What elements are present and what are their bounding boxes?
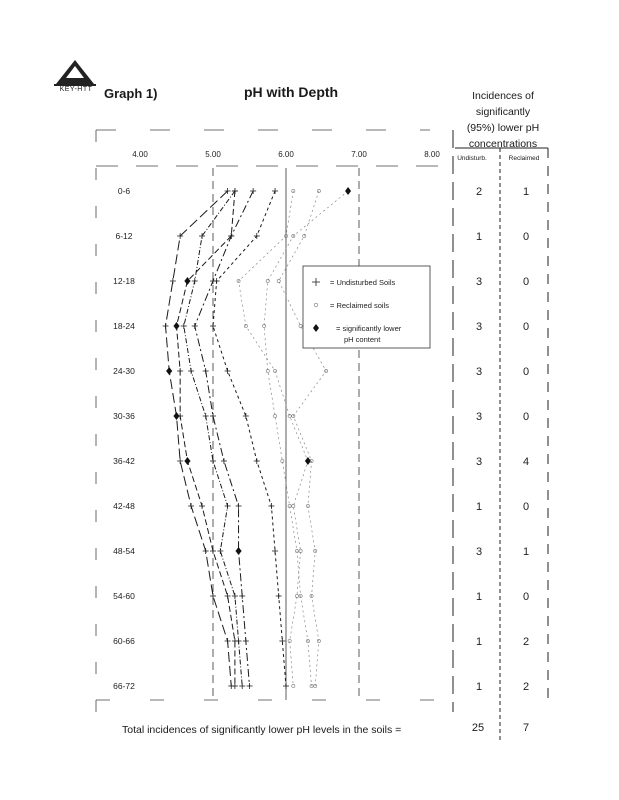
- column-header-reclaimed: Reclaimed: [508, 155, 540, 162]
- y-tick-label: 60-66: [113, 636, 135, 646]
- y-tick-label: 18-24: [113, 321, 135, 331]
- legend-entry-undisturbed: = Undisturbed Soils: [330, 278, 396, 287]
- count-reclaimed: 0: [522, 321, 530, 333]
- series-line-reclaimed-1: [264, 191, 348, 686]
- column-header-undisturbed: Undisturb.: [457, 155, 487, 162]
- y-tick-label: 12-18: [113, 276, 135, 286]
- count-reclaimed: 1: [522, 546, 530, 558]
- significant-mark: [345, 187, 351, 195]
- legend-entry-reclaimed: = Reclaimed soils: [330, 301, 389, 310]
- x-tick-label: 6.00: [278, 150, 294, 159]
- y-tick-label: 42-48: [113, 501, 135, 511]
- y-tick-label: 54-60: [113, 591, 135, 601]
- count-reclaimed: 0: [522, 591, 530, 603]
- data-point: [273, 414, 276, 417]
- y-tick-label: 0-6: [117, 186, 131, 196]
- y-tick-label: 24-30: [113, 366, 135, 376]
- logo-text: KEY-HTT: [59, 86, 93, 93]
- y-tick-label: 66-72: [113, 681, 135, 691]
- data-point: [266, 279, 269, 282]
- legend-entry-significant-2: pH content: [344, 335, 381, 344]
- count-reclaimed: 0: [522, 501, 530, 513]
- chart-legend: [303, 266, 430, 348]
- series-line-undisturbed-1: [177, 191, 235, 686]
- count-undisturbed: 3: [475, 276, 483, 288]
- count-undisturbed: 3: [475, 411, 483, 423]
- total-undisturbed: 25: [471, 722, 485, 734]
- data-point: [299, 324, 302, 327]
- count-undisturbed: 2: [475, 186, 483, 198]
- incidence-counts: [476, 186, 529, 693]
- incidence-title-line: significantly: [475, 106, 531, 118]
- incidence-title-line: (95%) lower pH: [466, 122, 540, 134]
- count-reclaimed: 0: [522, 231, 530, 243]
- y-tick-label: 36-42: [113, 456, 135, 466]
- count-undisturbed: 3: [475, 321, 483, 333]
- chart-series: [163, 188, 350, 689]
- y-tick-label: 6-12: [115, 231, 133, 241]
- chart-title: pH with Depth: [244, 84, 339, 100]
- series-line-undisturbed-2: [195, 191, 253, 686]
- count-undisturbed: 1: [475, 636, 483, 648]
- count-undisturbed: 3: [475, 366, 483, 378]
- data-point: [292, 504, 295, 507]
- count-undisturbed: 1: [475, 591, 483, 603]
- count-reclaimed: 1: [522, 186, 530, 198]
- y-tick-label: 30-36: [113, 411, 135, 421]
- total-label: Total incidences of significantly lower pH levels in the soils =: [122, 724, 402, 736]
- series-line-undisturbed-3: [213, 191, 286, 686]
- incidence-title-line: Incidences of: [472, 90, 534, 102]
- y-tick-label: 48-54: [113, 546, 135, 556]
- x-axis-ticks: [132, 150, 440, 159]
- significant-mark: [166, 367, 172, 375]
- count-reclaimed: 0: [522, 366, 530, 378]
- series-line-reclaimed-3: [239, 191, 308, 686]
- count-undisturbed: 1: [475, 681, 483, 693]
- x-tick-label: 4.00: [132, 150, 148, 159]
- data-point: [292, 684, 295, 687]
- series-line-undisturbed-4: [166, 191, 232, 686]
- x-tick-label: 7.00: [351, 150, 367, 159]
- count-reclaimed: 0: [522, 411, 530, 423]
- significant-mark: [184, 457, 190, 465]
- incidence-title-line: concentrations: [468, 138, 538, 150]
- count-undisturbed: 3: [475, 546, 483, 558]
- count-reclaimed: 4: [522, 456, 530, 468]
- data-point: [277, 279, 280, 282]
- significant-mark: [236, 547, 242, 555]
- graph-label: Graph 1): [104, 86, 158, 101]
- count-undisturbed: 1: [475, 231, 483, 243]
- significant-mark: [174, 322, 180, 330]
- significant-mark: [174, 412, 180, 420]
- chart-frame: [96, 130, 548, 742]
- y-axis-ticks: [113, 186, 135, 691]
- x-tick-label: 5.00: [205, 150, 221, 159]
- total-reclaimed: 7: [522, 722, 530, 734]
- count-undisturbed: 3: [475, 456, 483, 468]
- x-tick-label: 8.00: [424, 150, 440, 159]
- count-undisturbed: 1: [475, 501, 483, 513]
- legend-entry-significant: = significantly lower: [336, 324, 402, 333]
- count-reclaimed: 2: [522, 636, 530, 648]
- count-reclaimed: 0: [522, 276, 530, 288]
- significant-mark: [305, 457, 311, 465]
- count-reclaimed: 2: [522, 681, 530, 693]
